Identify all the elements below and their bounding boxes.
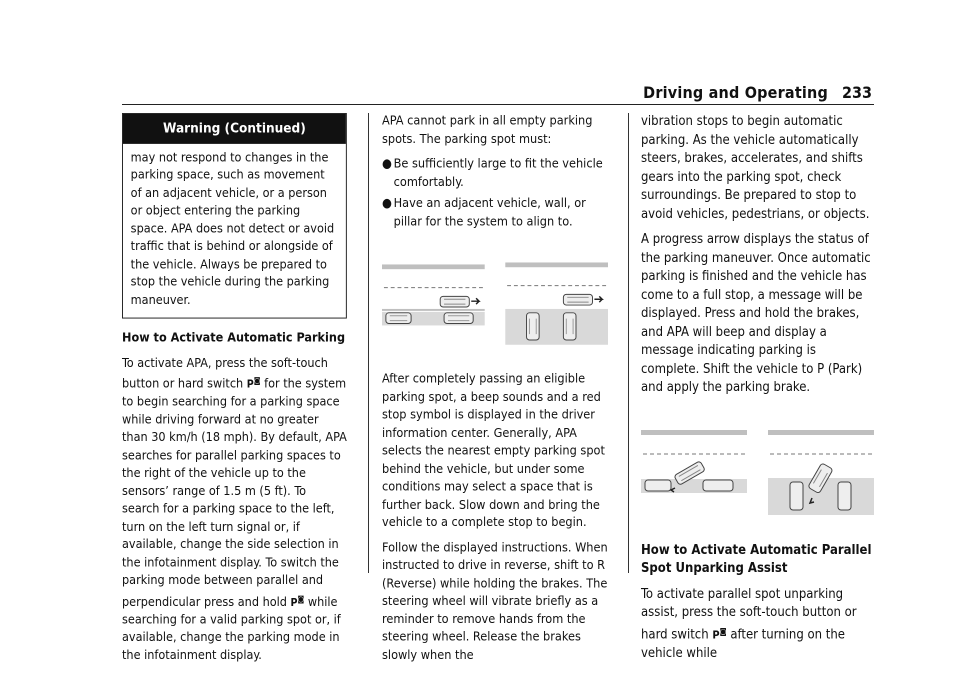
text-run: after turning on the vehicle while	[641, 627, 845, 661]
column-divider	[368, 113, 369, 573]
warning-box	[122, 113, 347, 319]
header-rule	[122, 104, 874, 105]
perpendicular-parking-illustration	[505, 262, 608, 344]
list-item-text: Have an adjacent vehicle, wall, or pillar for the system to align to.	[393, 196, 586, 229]
text-run: To activate parallel spot unparking assist, press the soft-touch button or hard switch	[641, 586, 857, 643]
column-3	[641, 113, 874, 670]
parallel-parking-illustration	[382, 264, 485, 342]
list-item: ● Have an adjacent vehicle, wall, or pillar for the system to align to.	[382, 196, 586, 229]
list-item: ● Be sufficiently large to fit the vehicle comfortably.	[382, 156, 603, 190]
perpendicular-unparking-illustration	[768, 430, 874, 515]
warning-text: may not respond to changes in the parking space, such as movement of an adjacent vehicle, or a person or object entering the parking space. APA does not detect or avoid traffic that is behind or alongside of the vehicle. Always be prepared to stop the vehicle during the parking maneuver.	[130, 150, 335, 308]
warning-title: Warning (Continued)	[123, 114, 346, 143]
unparking-illustration-row	[641, 412, 874, 524]
paragraph: Follow the displayed instructions. When instructed to drive in reverse, shift to R (Reverse) while holding the brakes. The steering wheel will vibrate briefly as a reminder to remove hands from the steering wheel. Release the brakes slowly when the	[382, 540, 608, 663]
section-heading: How to Activate Automatic Parking	[122, 331, 346, 346]
text-run: To activate APA, press the soft-touch button or hard switch	[122, 355, 328, 392]
section-heading: How to Activate Automatic Parallel Spot Unparking Assist	[641, 542, 872, 576]
requirements-list	[382, 156, 608, 232]
paragraph: A progress arrow displays the status of the parking maneuver. Once automatic parking is finished and the vehicle has come to a full stop, a message will be displayed. Press and hold the brakes, and APA will beep and display a message indicating parking is complete. Shift the vehicle to P (Park) and apply the parking brake.	[641, 232, 871, 395]
section-title: Driving and Operating	[643, 83, 828, 102]
paragraph: vibration stops to begin automatic parking. As the vehicle automatically steers, brakes, accelerates, and shifts gears into the parking spot, check surroundings. Be prepared to stop to avoid vehicles, pedestrians, or objects.	[641, 114, 870, 222]
paragraph: APA cannot park in all empty parking spots. The parking spot must:	[382, 113, 593, 147]
text-run: for the system to begin searching for a parking space while driving forward at no greater than 30 km/h (18 mph). By default, APA searches for parallel parking spaces to the right of the vehicle up to the sensors’ range of 1.5 m (5 ft). To search for a parking space to the left, turn on the left turn signal or, if available, change the side selection in the infotainment display. To switch the parking mode between parallel and perpendicular press and hold	[122, 377, 347, 610]
page-number: 233	[841, 83, 872, 102]
parallel-unparking-illustration	[641, 430, 747, 510]
paragraph	[122, 355, 347, 666]
paragraph: After completely passing an eligible parking spot, a beep sounds and a red stop symbol is displayed in the driver information center. Generally, APA selects the nearest empty parking spot behind the vehicle, but under some conditions may select a space that is further back. Slow down and bring the vehicle to a complete stop to begin.	[382, 371, 605, 531]
column-2	[382, 113, 608, 672]
column-divider	[628, 113, 629, 573]
parking-assist-icon: P◙	[712, 626, 727, 642]
parking-assist-icon: P◙	[246, 376, 261, 391]
column-1	[122, 113, 347, 672]
paragraph	[641, 586, 874, 664]
parking-illustration-row	[382, 245, 608, 354]
text-run: while searching for a valid parking spot or, if available, change the parking mode in the infotainment display.	[122, 594, 341, 663]
parking-assist-icon: P◙	[290, 594, 305, 609]
list-item-text: Be sufficiently large to fit the vehicle comfortably.	[393, 156, 603, 190]
